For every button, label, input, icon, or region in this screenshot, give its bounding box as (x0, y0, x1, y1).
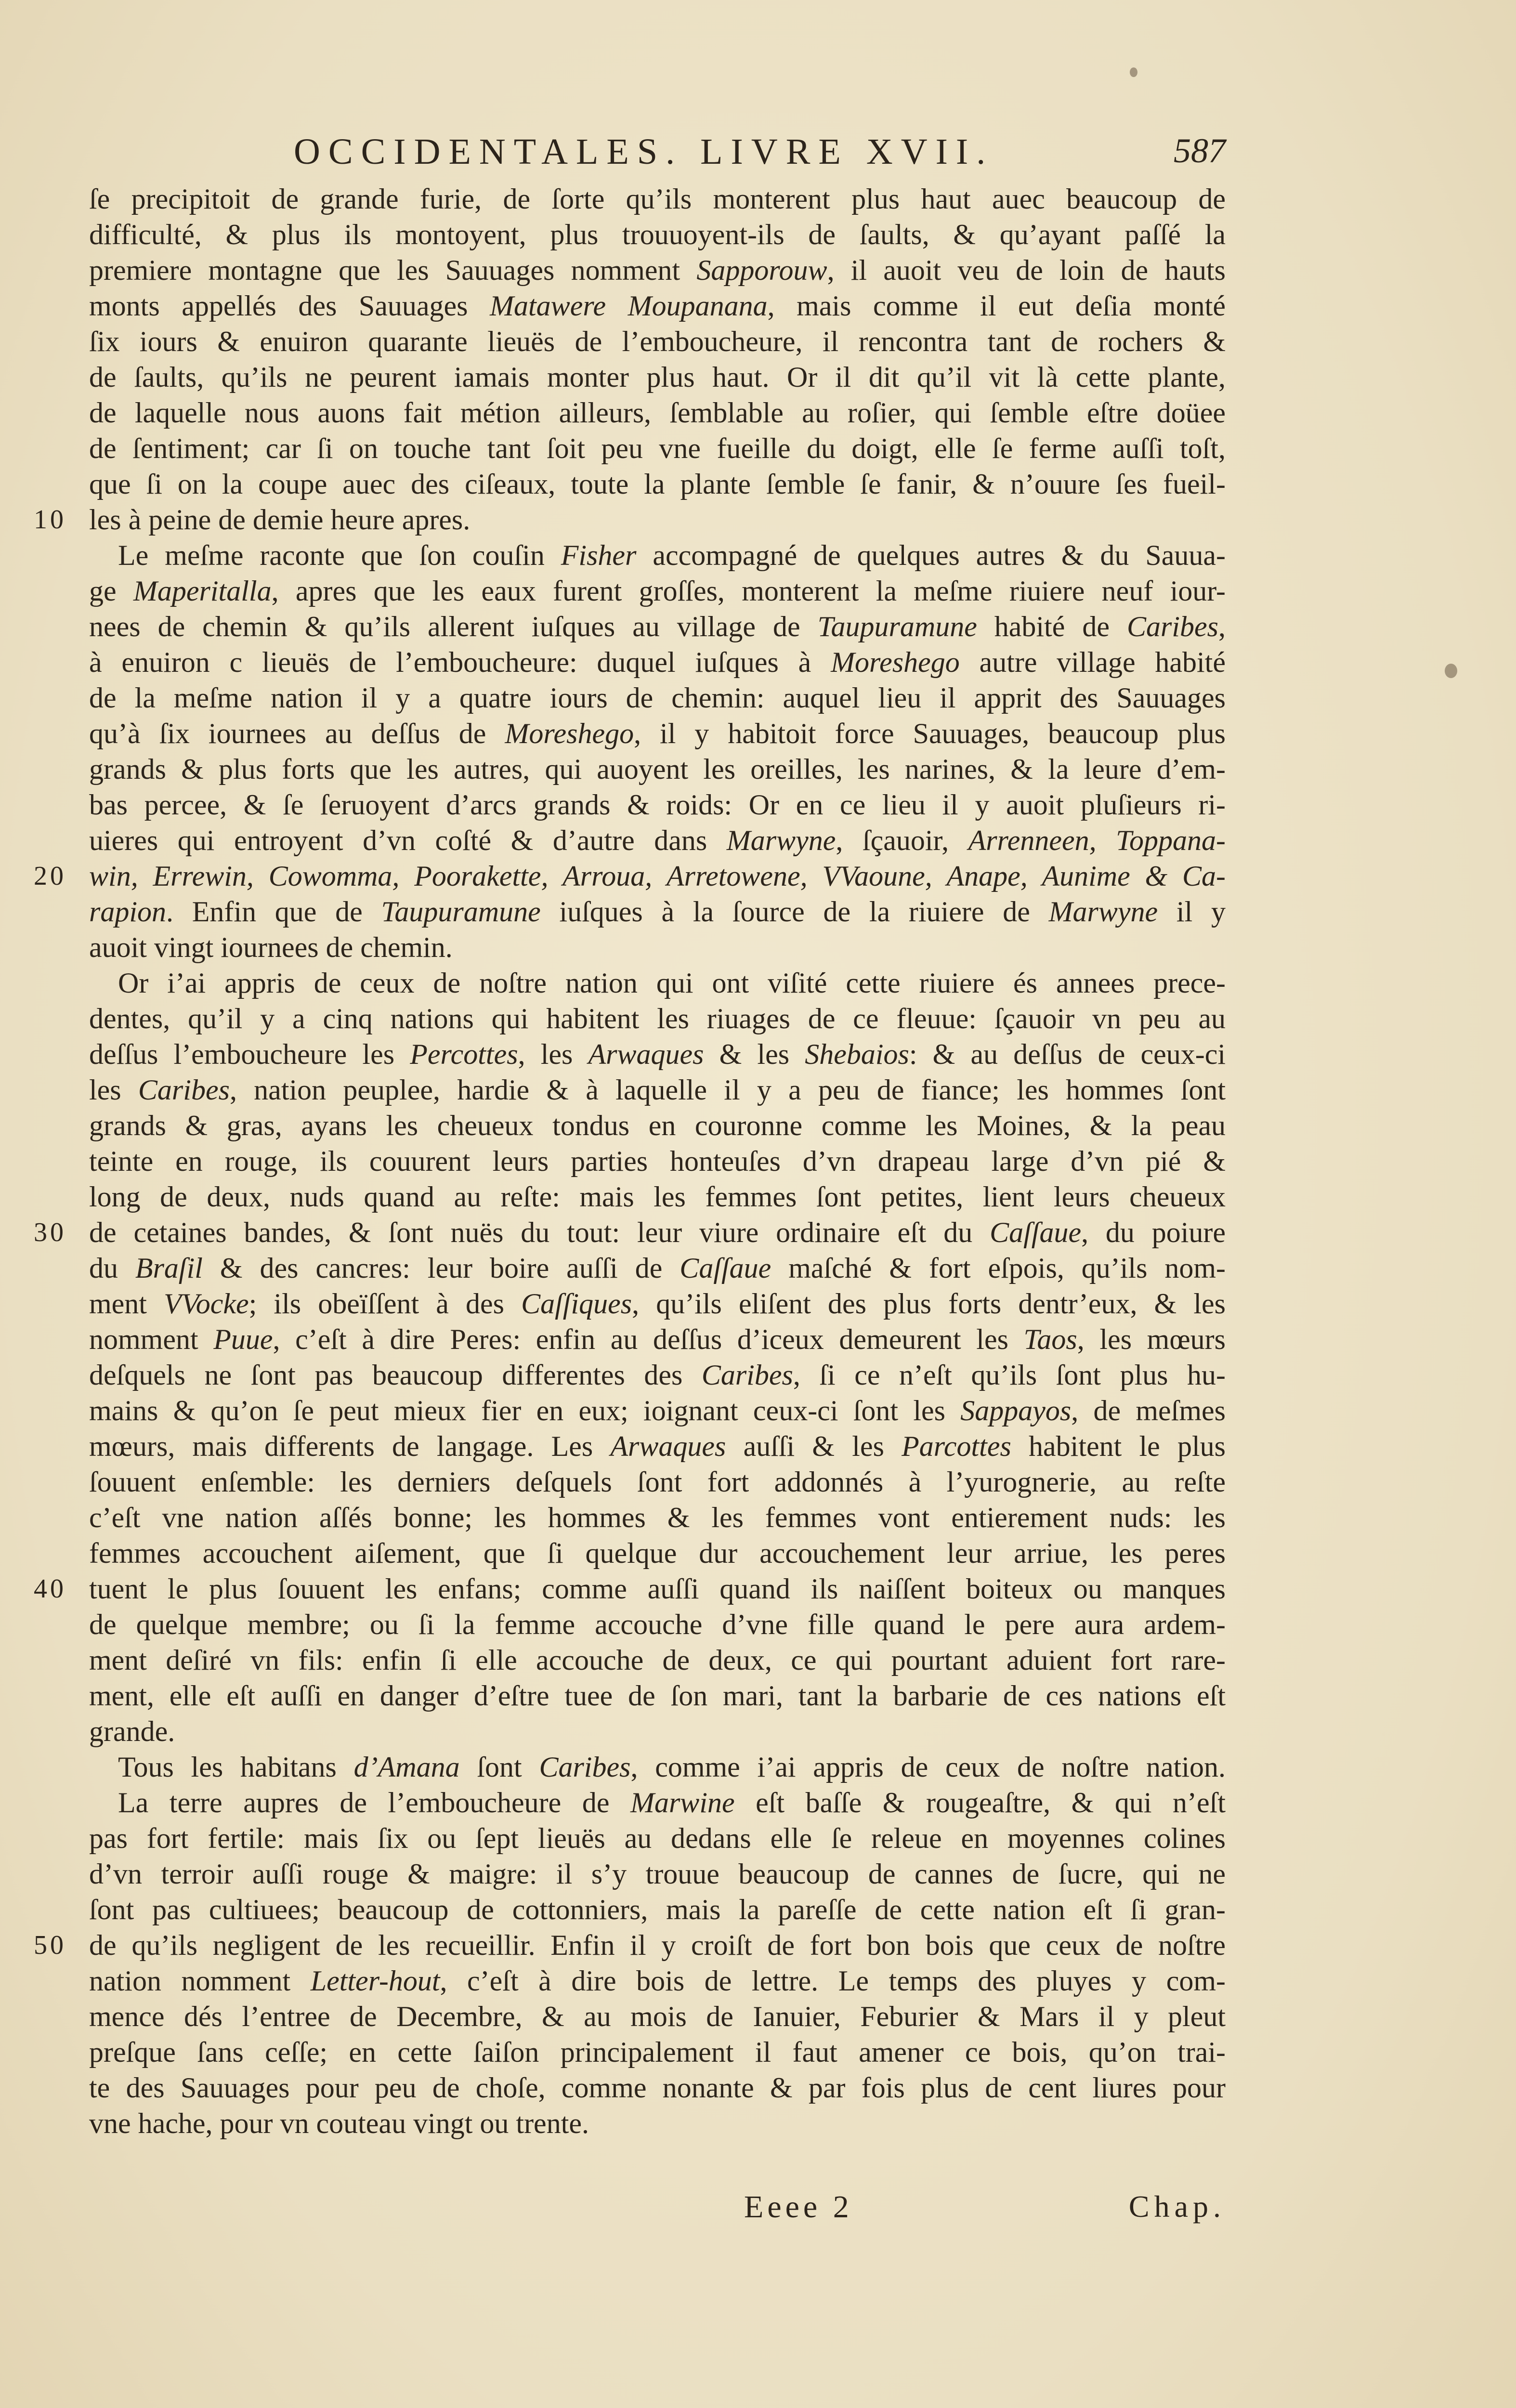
italic-name: Caribes (701, 1359, 793, 1391)
text-line (34, 1927, 1226, 1963)
text-line (89, 1286, 1226, 1322)
text-run: bas percee, & ſe ſeruoyent d’arcs grands & roids: Or en ce lieu il y auoit pluſieurs ri- (89, 789, 1226, 821)
italic-name: Marwyne (726, 824, 836, 856)
line-number: 40 (34, 1574, 66, 1604)
text-run: . Enfin que de (166, 896, 381, 928)
italic-name: Taos (1023, 1323, 1077, 1355)
text-run: , nation peuplee, hardie & à laquelle il y a peu de fiance; les hommes ſont (229, 1074, 1226, 1106)
text-run: preſque ſans ceſſe; en cette ſaiſon principalement il faut amener ce bois, qu’on trai- (89, 2036, 1226, 2068)
text-line (89, 2034, 1226, 2070)
page-footer (89, 2189, 1226, 2227)
text-run: nation nomment (89, 1965, 311, 1997)
text-line (89, 359, 1226, 395)
text-run: & les (704, 1038, 805, 1070)
text-run: grands & gras, ayans les cheueux tondus en couronne comme les Moines, & la peau (89, 1110, 1226, 1141)
text-line (34, 1571, 1226, 1607)
italic-name: Letter-hout (310, 1965, 440, 1997)
text-run: , il auoit veu de loin de hauts (827, 254, 1226, 286)
text-run: nomment (89, 1323, 214, 1355)
text-line (89, 1535, 1226, 1571)
text-run: que ſi on la coupe auec des ciſeaux, toute la plante ſemble ſe fanir, & n’ouure ſes fueil- (89, 468, 1226, 500)
italic-name: Caribes (138, 1074, 230, 1106)
text-line (89, 537, 1226, 573)
text-run: eſt baſſe & rougeaſtre, & qui n’eſt (734, 1787, 1226, 1819)
text-run: qu’à ſix iournees au deſſus de (89, 718, 505, 749)
text-run: La terre aupres de l’emboucheure de (118, 1787, 630, 1819)
text-run: c’eſt vne nation aſſés bonne; les hommes & les femmes vont entierement nuds: les (89, 1502, 1226, 1533)
text-line (89, 573, 1226, 609)
text-run: ſont pas cultiuees; beaucoup de cottonniers, mais la pareſſe de cette nation eſt ſi gran- (89, 1894, 1226, 1925)
text-run: grands & plus forts que les autres, qui auoyent les oreilles, les narines, & la leure d’em- (89, 753, 1226, 785)
text-run: , (1218, 611, 1226, 642)
text-run: ſont (459, 1751, 539, 1783)
text-run: long de deux, nuds quand au reſte: mais les femmes ſont petites, lient leurs cheueux (89, 1181, 1226, 1213)
italic-name: Moreshego (831, 646, 960, 678)
text-line (89, 2070, 1226, 2106)
line-number: 50 (34, 1930, 66, 1960)
text-line (89, 1108, 1226, 1143)
text-line (34, 502, 1226, 537)
text-line (89, 181, 1226, 217)
text-line (89, 1642, 1226, 1678)
italic-name: Percottes (410, 1038, 518, 1070)
italic-name: Braſil (135, 1252, 203, 1284)
text-run: te des Sauuages pour peu de choſe, comme nonante & par fois plus de cent liures pour (89, 2072, 1226, 2104)
text-run: nees de chemin & qu’ils allerent iuſques au village de (89, 611, 818, 642)
text-line (34, 858, 1226, 894)
italic-name: d’Amana (353, 1751, 460, 1783)
text-line (89, 431, 1226, 466)
text-run: de ſentiment; car ſi on touche tant ſoit peu vne fueille du doigt, elle ſe ferme auſſi toſt, (89, 432, 1226, 464)
text-run: de qu’ils negligent de les recueillir. Enfin il y croiſt de fort bon bois que ceux de noſtre (89, 1929, 1226, 1961)
text-run: mence dés l’entree de Decembre, & au mois de Ianuier, Feburier & Mars il y pleut (89, 2001, 1226, 2032)
text-run: iuſques à la ſource de la riuiere de (540, 896, 1049, 928)
text-run: pas fort fertile: mais ſix ou ſept lieuës au dedans elle ſe releue en moyennes colines (89, 1822, 1226, 1854)
text-line (89, 680, 1226, 716)
text-line (89, 252, 1226, 288)
italic-name: Sapporouw (696, 254, 827, 286)
text-run: monts appellés des Sauuages (89, 290, 490, 322)
italic-name: VVocke (164, 1288, 249, 1320)
text-run: deſquels ne ſont pas beaucoup differentes des (89, 1359, 702, 1391)
text-run: , c’eſt à dire Peres: enfin au deſſus d’iceux demeurent les (273, 1323, 1024, 1355)
text-run: teinte en rouge, ils couurent leurs parties honteuſes d’vn drapeau large d’vn pié & (89, 1145, 1226, 1177)
text-run: difficulté, & plus ils montoyent, plus trouuoyent-ils de ſaults, & qu’ayant paſſé la (89, 219, 1226, 250)
text-run: vne hache, pour vn couteau vingt ou trente. (89, 2107, 589, 2139)
text-line (89, 787, 1226, 823)
text-run: autre village habité (959, 646, 1226, 678)
italic-name: Shebaios (805, 1038, 909, 1070)
text-run: & des cancres: leur boire auſſi de (202, 1252, 680, 1284)
text-run: , les mœurs (1077, 1323, 1226, 1355)
text-line (89, 1322, 1226, 1357)
running-head: OCCIDENTALES. LIVRE XVII. (294, 131, 994, 172)
text-run: auoit vingt iournees de chemin. (89, 931, 453, 963)
text-run: , ſi ce n’eſt qu’ils ſont plus hu- (793, 1359, 1226, 1391)
italic-name: Puue (213, 1323, 273, 1355)
text-line (89, 823, 1226, 858)
text-line (89, 1999, 1226, 2034)
text-line (89, 1500, 1226, 1535)
text-run: habité de (977, 611, 1127, 642)
italic-name: Marwine (630, 1787, 735, 1819)
text-run: ment (89, 1288, 164, 1320)
text-run: , du poiure (1081, 1217, 1226, 1248)
italic-name: Sappayos (960, 1395, 1072, 1426)
text-line (89, 1001, 1226, 1036)
text-line (89, 965, 1226, 1001)
text-line (89, 716, 1226, 751)
text-run: accompagné de quelques autres & du Sauua- (636, 539, 1226, 571)
text-line (89, 1036, 1226, 1072)
text-line (89, 466, 1226, 502)
text-run: , apres que les eaux furent groſſes, monterent la meſme riuiere neuf iour- (271, 575, 1226, 607)
text-run: tuent le plus ſouuent les enfans; comme auſſi quand ils naiſſent boiteux ou manques (89, 1573, 1226, 1605)
italic-name: Caſſaue (990, 1217, 1082, 1248)
text-run: , de meſmes (1071, 1395, 1226, 1426)
paper-spot (1445, 664, 1457, 678)
text-run: auſſi & les (726, 1430, 902, 1462)
text-run: , les (518, 1038, 588, 1070)
text-line (89, 1892, 1226, 1927)
text-line (89, 1856, 1226, 1892)
catchword: Chap. (1128, 2189, 1226, 2224)
page-header (89, 131, 1226, 174)
text-line (89, 1678, 1226, 1714)
text-run: , il y habitoit force Sauuages, beaucoup plus (634, 718, 1226, 749)
text-line (89, 894, 1226, 929)
text-line (89, 609, 1226, 644)
text-run: du (89, 1252, 135, 1284)
text-run: deſſus l’emboucheure les (89, 1038, 410, 1070)
text-line (89, 395, 1226, 431)
italic-name: Caſſaue (680, 1252, 771, 1284)
folio-number: 587 (1174, 131, 1226, 170)
text-run: Or i’ai appris de ceux de noſtre nation qui ont viſité cette riuiere és annees prece- (118, 967, 1226, 999)
text-run: de laquelle nous auons fait métion ailleurs, ſemblable au roſier, qui ſemble eſtre doüee (89, 397, 1226, 429)
italic-name: Moreshego (505, 718, 634, 749)
italic-name: Caſſiques (521, 1288, 632, 1320)
text-line (89, 217, 1226, 252)
text-run: Tous les habitans (118, 1751, 354, 1783)
text-run: mains & qu’on ſe peut mieux fier en eux; ioignant ceux-ci ſont les (89, 1395, 961, 1426)
italic-name: Arwaques (610, 1430, 726, 1462)
italic-name: Marwyne (1048, 896, 1158, 928)
text-run: Le meſme raconte que ſon couſin (118, 539, 561, 571)
text-line (89, 1393, 1226, 1428)
text-line (34, 1215, 1226, 1250)
text-line (89, 1464, 1226, 1500)
text-line (89, 324, 1226, 359)
italic-name: Taupuramune (381, 896, 541, 928)
text-line (89, 751, 1226, 787)
text-run: premiere montagne que les Sauuages nomment (89, 254, 697, 286)
italic-name: Fisher (561, 539, 637, 571)
text-run: femmes accouchent aiſement, que ſi quelque dur accouchement leur arriue, les peres (89, 1537, 1226, 1569)
italic-name: Parcottes (902, 1430, 1011, 1462)
text-line (89, 1250, 1226, 1286)
text-run: ment, elle eſt auſſi en danger d’eſtre tuee de ſon mari, tant la barbarie de ces nations eſt (89, 1680, 1226, 1712)
text-line (89, 288, 1226, 324)
italic-name: Arrenneen, Toppana- (968, 824, 1226, 856)
text-run: de ſaults, qu’ils ne peurent iamais monter plus haut. Or il dit qu’il vit là cette plante, (89, 361, 1226, 393)
text-run: de la meſme nation il y a quatre iours de chemin: auquel lieu il apprit des Sauuages (89, 682, 1226, 714)
italic-name: Maperitalla (133, 575, 272, 607)
text-run: à enuiron c lieuës de l’emboucheure: duquel iuſques à (89, 646, 831, 678)
text-line (89, 1428, 1226, 1464)
text-line (89, 1072, 1226, 1108)
text-run: dentes, qu’il y a cinq nations qui habitent les riuages de ce fleuue: ſçauoir vn peu au (89, 1003, 1226, 1034)
text-run: grande. (89, 1715, 175, 1747)
text-run: , c’eſt à dire bois de lettre. Le temps des pluyes y com- (440, 1965, 1226, 1997)
signature-mark: Eeee 2 (744, 2189, 853, 2225)
text-run: ſe precipitoit de grande furie, de ſorte qu’ils monterent plus haut auec beaucoup de (89, 183, 1226, 215)
italic-name: Caribes (1126, 611, 1219, 642)
line-number: 30 (34, 1217, 66, 1247)
text-run: de cetaines bandes, & ſont nuës du tout: leur viure ordinaire eſt du (89, 1217, 990, 1248)
text-run: mœurs, mais differents de langage. Les (89, 1430, 611, 1462)
italic-name: rapion (89, 896, 167, 928)
text-line (89, 1179, 1226, 1215)
italic-name: Matawere Moupanana (490, 290, 768, 322)
text-run: uieres qui entroyent d’vn coſté & d’autre dans (89, 824, 727, 856)
text-line (89, 1785, 1226, 1820)
italic-name: Arwaques (588, 1038, 704, 1070)
text-run: ge (89, 575, 133, 607)
text-run: , mais comme il eut deſia monté (767, 290, 1226, 322)
text-run: ment deſiré vn fils: enfin ſi elle accouche de deux, ce qui pourtant aduient fort rare- (89, 1644, 1226, 1676)
text-run: il y (1158, 896, 1226, 928)
text-line (89, 1357, 1226, 1393)
text-line (89, 1714, 1226, 1749)
text-line (89, 1749, 1226, 1785)
text-run: maſché & fort eſpois, qu’ils nom- (771, 1252, 1226, 1284)
text-run: les à peine de demie heure apres. (89, 504, 470, 536)
text-run: de quelque membre; ou ſi la femme accouche d’vne fille quand le pere aura ardem- (89, 1609, 1226, 1640)
text-run: , ſçauoir, (836, 824, 968, 856)
italic-name: Taupuramune (817, 611, 977, 642)
text-line (89, 1143, 1226, 1179)
italic-name: win, Errewin, Cowomma, Poorakette, Arroua, Arretowene, VVaoune, Anape, Aunime & Ca- (89, 860, 1226, 892)
line-number: 20 (34, 861, 66, 891)
text-line (89, 1820, 1226, 1856)
text-run: , qu’ils eliſent des plus forts dentr’eux, & les (632, 1288, 1226, 1320)
text-run: les (89, 1074, 138, 1106)
paper-spot (1130, 67, 1137, 77)
text-run: , comme i’ai appris de ceux de noſtre nation. (630, 1751, 1226, 1783)
text-line (89, 644, 1226, 680)
text-line (89, 1607, 1226, 1642)
text-run: d’vn terroir auſſi rouge & maigre: il s’y trouue beaucoup de cannes de ſucre, qui ne (89, 1858, 1226, 1890)
text-run: ; ils obeïſſent à des (248, 1288, 522, 1320)
text-line (89, 929, 1226, 965)
line-number: 10 (34, 505, 66, 535)
text-line (89, 2106, 1226, 2141)
text-line (89, 1963, 1226, 1999)
text-run: : & au deſſus de ceux-ci (909, 1038, 1226, 1070)
italic-name: Caribes (539, 1751, 631, 1783)
text-run: habitent le plus (1011, 1430, 1226, 1462)
text-run: ſouuent enſemble: les derniers deſquels ſont fort addonnés à l’yurognerie, au reſte (89, 1466, 1226, 1498)
body-text (34, 181, 1226, 2141)
text-run: ſix iours & enuiron quarante lieuës de l’emboucheure, il rencontra tant de rochers & (89, 326, 1226, 357)
